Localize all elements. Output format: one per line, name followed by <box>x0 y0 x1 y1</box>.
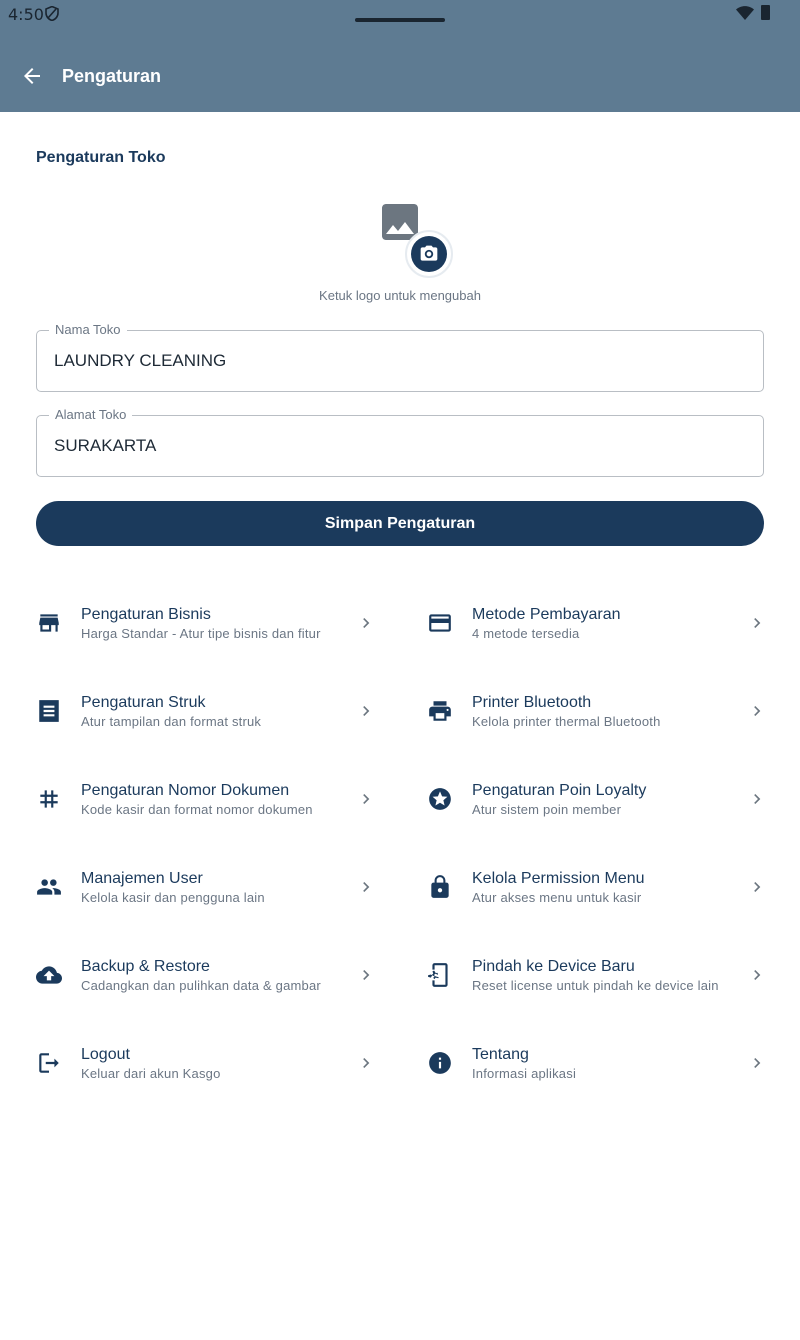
cloud-upload-icon <box>36 962 62 988</box>
shield-icon <box>45 6 59 21</box>
menu-item-subtitle: Kode kasir dan format nomor dokumen <box>81 802 313 817</box>
menu-item-title: Printer Bluetooth <box>472 694 592 711</box>
camera-icon <box>419 244 439 264</box>
logout-icon <box>36 1050 62 1076</box>
menu-item-subtitle: Kelola kasir dan pengguna lain <box>81 890 265 905</box>
chevron-right-icon <box>356 877 376 897</box>
menu-item-about[interactable] <box>427 1043 772 1103</box>
chevron-right-icon <box>356 613 376 633</box>
printer-icon <box>427 698 453 724</box>
menu-item-subtitle: Reset license untuk pindah ke device lain <box>472 978 719 993</box>
store-address-label: Alamat Toko <box>49 407 132 422</box>
chevron-right-icon <box>356 701 376 721</box>
chevron-right-icon <box>747 965 767 985</box>
info-icon <box>427 1050 453 1076</box>
chevron-right-icon <box>356 789 376 809</box>
status-time: 4:50 <box>8 5 44 24</box>
menu-item-subtitle: 4 metode tersedia <box>472 626 580 641</box>
menu-item-permission-menu[interactable] <box>427 867 772 927</box>
chevron-right-icon <box>747 877 767 897</box>
store-name-field[interactable] <box>36 322 764 392</box>
lock-icon <box>427 874 453 900</box>
menu-item-title: Pengaturan Struk <box>81 694 206 711</box>
menu-item-title: Pengaturan Nomor Dokumen <box>81 782 290 799</box>
menu-item-subtitle: Atur akses menu untuk kasir <box>472 890 642 905</box>
wifi-icon <box>736 6 754 20</box>
menu-item-backup-restore[interactable] <box>36 955 381 1015</box>
chevron-right-icon <box>747 1053 767 1073</box>
receipt-icon <box>36 698 62 724</box>
menu-item-business-settings[interactable] <box>36 603 381 663</box>
chevron-right-icon <box>356 1053 376 1073</box>
menu-item-user-management[interactable] <box>36 867 381 927</box>
menu-item-subtitle: Atur sistem poin member <box>472 802 622 817</box>
page-title: Pengaturan <box>62 66 162 86</box>
users-icon <box>36 874 62 900</box>
device-settings-icon <box>427 962 453 988</box>
save-settings-button[interactable]: Simpan Pengaturan <box>36 501 764 546</box>
menu-item-move-device[interactable] <box>427 955 772 1015</box>
menu-item-title: Pengaturan Poin Loyalty <box>472 782 647 799</box>
store-address-field[interactable] <box>36 407 764 477</box>
camera-badge[interactable] <box>405 230 453 278</box>
gesture-pill <box>355 18 445 22</box>
app-bar <box>0 28 800 112</box>
menu-item-title: Kelola Permission Menu <box>472 870 645 887</box>
menu-item-payment-methods[interactable] <box>427 603 772 663</box>
menu-item-title: Pengaturan Bisnis <box>81 606 211 623</box>
logo-hint: Ketuk logo untuk mengubah <box>319 288 481 303</box>
menu-item-subtitle: Cadangkan dan pulihkan data & gambar <box>81 978 321 993</box>
menu-item-subtitle: Atur tampilan dan format struk <box>81 714 262 729</box>
store-name-input[interactable] <box>54 331 744 391</box>
menu-item-bluetooth-printer[interactable] <box>427 691 772 751</box>
status-bar <box>0 0 800 28</box>
menu-item-title: Backup & Restore <box>81 958 210 975</box>
back-arrow-icon[interactable] <box>20 64 44 88</box>
menu-item-title: Pindah ke Device Baru <box>472 958 635 975</box>
credit-card-icon <box>427 610 453 636</box>
menu-item-subtitle: Informasi aplikasi <box>472 1066 577 1081</box>
battery-icon <box>761 5 770 20</box>
store-logo-picker[interactable] <box>376 198 456 278</box>
chevron-right-icon <box>356 965 376 985</box>
store-address-input[interactable] <box>54 416 744 476</box>
menu-item-title: Metode Pembayaran <box>472 606 621 623</box>
hashtag-icon <box>36 786 62 812</box>
section-title: Pengaturan Toko <box>36 149 166 166</box>
menu-item-receipt-settings[interactable] <box>36 691 381 751</box>
menu-item-logout[interactable] <box>36 1043 381 1103</box>
menu-item-title: Logout <box>81 1046 130 1063</box>
star-badge-icon <box>427 786 453 812</box>
store-name-label: Nama Toko <box>49 322 127 337</box>
menu-item-document-number[interactable] <box>36 779 381 839</box>
store-icon <box>36 610 62 636</box>
chevron-right-icon <box>747 701 767 721</box>
chevron-right-icon <box>747 789 767 809</box>
chevron-right-icon <box>747 613 767 633</box>
menu-item-subtitle: Keluar dari akun Kasgo <box>81 1066 221 1081</box>
menu-item-subtitle: Kelola printer thermal Bluetooth <box>472 714 661 729</box>
menu-item-title: Tentang <box>472 1046 529 1063</box>
menu-item-title: Manajemen User <box>81 870 203 887</box>
menu-item-subtitle: Harga Standar - Atur tipe bisnis dan fitur <box>81 626 321 641</box>
menu-item-loyalty-points[interactable] <box>427 779 772 839</box>
